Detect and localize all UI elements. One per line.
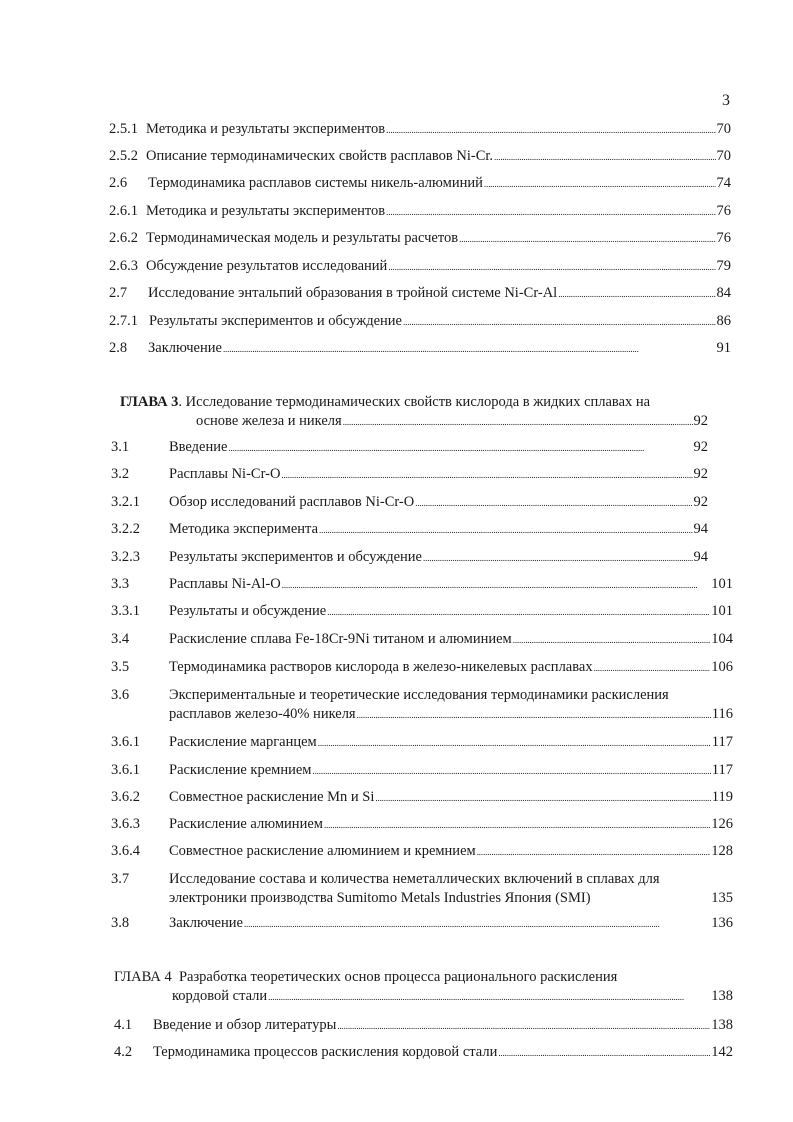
section-number: 2.7.1 (109, 313, 138, 329)
dot-leader (388, 257, 715, 276)
chapter-label: ГЛАВА 4 (114, 969, 172, 985)
chapter-title: Разработка теоретических основ процесса рационального раскисления (178, 969, 618, 985)
dot-leader (594, 658, 711, 677)
toc-entry[interactable] (111, 548, 708, 567)
section-title: Методика и результаты экспериментов (146, 203, 386, 219)
section-title: Расплавы Ni-Al-O (169, 576, 281, 592)
page-ref: 76 (716, 203, 731, 219)
chapter-3-heading[interactable] (120, 393, 708, 431)
section-title: Обзор исследований расплавов Ni-Cr-O (169, 494, 415, 510)
page-ref: 74 (716, 175, 731, 191)
section-number: 3.2 (111, 466, 130, 482)
dot-leader (343, 412, 693, 431)
dot-leader (244, 914, 710, 933)
page-ref: 117 (711, 762, 733, 778)
section-number: 2.6.3 (109, 258, 138, 274)
section-title: Раскисление марганцем (169, 734, 317, 750)
toc-entry[interactable] (109, 284, 731, 303)
chapter-title-cont: кордовой стали (172, 988, 268, 1004)
toc-entry[interactable] (111, 842, 733, 861)
dot-leader (498, 1043, 710, 1062)
dot-leader (318, 733, 711, 752)
dot-leader (228, 438, 692, 457)
chapter-4-heading[interactable] (114, 968, 733, 1006)
section-number: 3.2.3 (111, 549, 140, 565)
section-title: Результаты и обсуждение (169, 603, 327, 619)
section-number: 2.6.1 (109, 203, 138, 219)
page-ref: 92 (693, 494, 708, 510)
dot-leader (494, 147, 715, 166)
section-number: 2.5.2 (109, 148, 138, 164)
dot-leader (484, 174, 716, 193)
section-title: Расплавы Ni-Cr-O (169, 466, 281, 482)
page-ref: 79 (716, 258, 731, 274)
section-number: 4.2 (114, 1044, 133, 1060)
page-ref: 116 (711, 706, 733, 722)
toc-entry[interactable] (109, 339, 731, 358)
toc-entry[interactable] (114, 1016, 733, 1035)
toc-entry[interactable] (111, 914, 733, 933)
section-title: Описание термодинамических свойств расплавов Ni-Cr. (146, 148, 494, 164)
section-title: Исследование энтальпий образования в тройной системе Ni-Cr-Al (148, 285, 558, 301)
toc-entry[interactable] (109, 174, 731, 193)
page-ref: 92 (693, 439, 708, 455)
section-title: Термодинамика расплавов системы никель-алюминий (148, 175, 483, 191)
section-number: 3.6.2 (111, 789, 140, 805)
page-ref: 104 (711, 631, 733, 647)
toc-entry[interactable] (111, 788, 733, 807)
dot-leader (327, 602, 710, 621)
section-title: Введение и обзор литературы (153, 1017, 337, 1033)
page-ref: 84 (716, 285, 731, 301)
section-number: 2.8 (109, 340, 128, 356)
toc-entry-3-7[interactable] (111, 870, 733, 907)
toc-entry[interactable] (111, 520, 708, 539)
section-title: Обсуждение результатов исследований (146, 258, 388, 274)
section-title: Раскисление сплава Fe-18Cr-9Ni титаном и алюминием (169, 631, 512, 647)
dot-leader (423, 548, 693, 567)
section-number: 3.6.1 (111, 734, 140, 750)
section-number: 3.3 (111, 576, 130, 592)
section-title: Термодинамическая модель и результаты расчетов (146, 230, 459, 246)
page-ref: 91 (716, 340, 731, 356)
toc-entry-3-6[interactable] (111, 686, 733, 724)
page-ref: 136 (711, 915, 733, 931)
page-ref: 101 (711, 603, 733, 619)
dot-leader (312, 761, 710, 780)
toc-entry[interactable] (111, 493, 708, 512)
section-number: 3.8 (111, 915, 130, 931)
page-ref: 94 (693, 549, 708, 565)
dot-leader (403, 312, 716, 331)
toc-entry[interactable] (111, 575, 733, 594)
chapter-label: ГЛАВА 3 (120, 394, 179, 410)
section-number: 2.6.2 (109, 230, 138, 246)
toc-entry[interactable] (109, 257, 731, 276)
dot-leader (415, 493, 692, 512)
dot-leader (282, 575, 711, 594)
toc-entry[interactable] (109, 312, 731, 331)
section-title: Результаты экспериментов и обсуждение (149, 313, 402, 329)
page-number: 3 (722, 92, 730, 109)
chapter-title-cont: основе железа и никеля (196, 413, 342, 429)
page-ref: 117 (711, 734, 733, 750)
section-number: 3.7 (111, 871, 130, 887)
dot-leader (324, 815, 710, 834)
toc-entry[interactable] (109, 229, 731, 248)
section-title: Раскисление кремнием (169, 762, 312, 778)
section-number: 2.6 (109, 175, 128, 191)
page-ref: 135 (711, 890, 733, 906)
page-ref: 86 (716, 313, 731, 329)
section-number: 4.1 (114, 1017, 133, 1033)
section-title: Результаты экспериментов и обсуждение (169, 549, 422, 565)
toc-entry[interactable] (109, 147, 731, 166)
section-number: 3.3.1 (111, 603, 140, 619)
section-title: Методика и результаты экспериментов (146, 121, 386, 137)
section-title: Методика эксперимента (169, 521, 319, 537)
dot-leader (223, 339, 716, 358)
toc-entry[interactable] (114, 1043, 733, 1062)
dot-leader (558, 284, 715, 303)
page-ref: 138 (711, 988, 733, 1004)
toc-entry[interactable] (111, 761, 733, 780)
chapter-title: . Исследование термодинамических свойств кислорода в жидких сплавах на (178, 394, 651, 410)
section-number: 3.6.3 (111, 816, 140, 832)
section-number: 3.4 (111, 631, 130, 647)
page-ref: 142 (711, 1044, 733, 1060)
section-title: Заключение (148, 340, 222, 356)
dot-leader (375, 788, 710, 807)
dot-leader (281, 465, 692, 484)
section-number: 2.5.1 (109, 121, 138, 137)
page-ref: 92 (693, 413, 708, 429)
toc-entry[interactable] (111, 815, 733, 834)
dot-leader (268, 987, 710, 1006)
toc-entry[interactable] (111, 438, 708, 457)
toc-entry[interactable] (109, 120, 731, 139)
section-number: 3.5 (111, 659, 130, 675)
page-ref: 128 (711, 843, 733, 859)
section-title: Совместное раскисление алюминием и кремнием (169, 843, 476, 859)
section-title: Заключение (169, 915, 243, 931)
dot-leader (513, 630, 711, 649)
toc-entry[interactable] (109, 202, 731, 221)
page-ref: 70 (716, 148, 731, 164)
section-title: Исследование состава и количества неметаллических включений в сплавах для (169, 871, 660, 887)
page-ref: 119 (711, 789, 733, 805)
toc-entry[interactable] (111, 630, 733, 649)
section-number: 3.2.2 (111, 521, 140, 537)
page-ref: 101 (711, 576, 733, 592)
toc-entry[interactable] (111, 465, 708, 484)
section-number: 2.7 (109, 285, 128, 301)
page-ref: 126 (711, 816, 733, 832)
dot-leader (319, 520, 692, 539)
dot-leader (459, 229, 715, 248)
toc-entry[interactable] (111, 602, 733, 621)
section-number: 3.1 (111, 439, 130, 455)
section-title: Введение (169, 439, 228, 455)
section-number: 3.6 (111, 687, 130, 703)
dot-leader (386, 202, 715, 221)
section-title-cont: электроники производства Sumitomo Metals Industries Япония (SMI) (169, 890, 591, 906)
section-number: 3.6.4 (111, 843, 140, 859)
section-number: 3.6.1 (111, 762, 140, 778)
section-title: Раскисление алюминием (169, 816, 323, 832)
section-title: Термодинамика растворов кислорода в железо-никелевых расплавах (169, 659, 593, 675)
dot-leader (477, 842, 711, 861)
section-title: Совместное раскисление Mn и Si (169, 789, 375, 805)
page-ref: 94 (693, 521, 708, 537)
section-number: 3.2.1 (111, 494, 140, 510)
section-title-cont: расплавов железо-40% никеля (169, 706, 356, 722)
dot-leader (386, 120, 715, 139)
page-ref: 76 (716, 230, 731, 246)
page-ref: 92 (693, 466, 708, 482)
section-title: Экспериментальные и теоретические исследования термодинамики раскисления (169, 687, 669, 703)
toc-entry[interactable] (111, 733, 733, 752)
page-ref: 106 (711, 659, 733, 675)
section-title: Термодинамика процессов раскисления кордовой стали (153, 1044, 498, 1060)
page-ref: 138 (711, 1017, 733, 1033)
page-ref: 70 (716, 121, 731, 137)
toc-entry[interactable] (111, 658, 733, 677)
dot-leader (357, 705, 711, 724)
dot-leader (337, 1016, 710, 1035)
